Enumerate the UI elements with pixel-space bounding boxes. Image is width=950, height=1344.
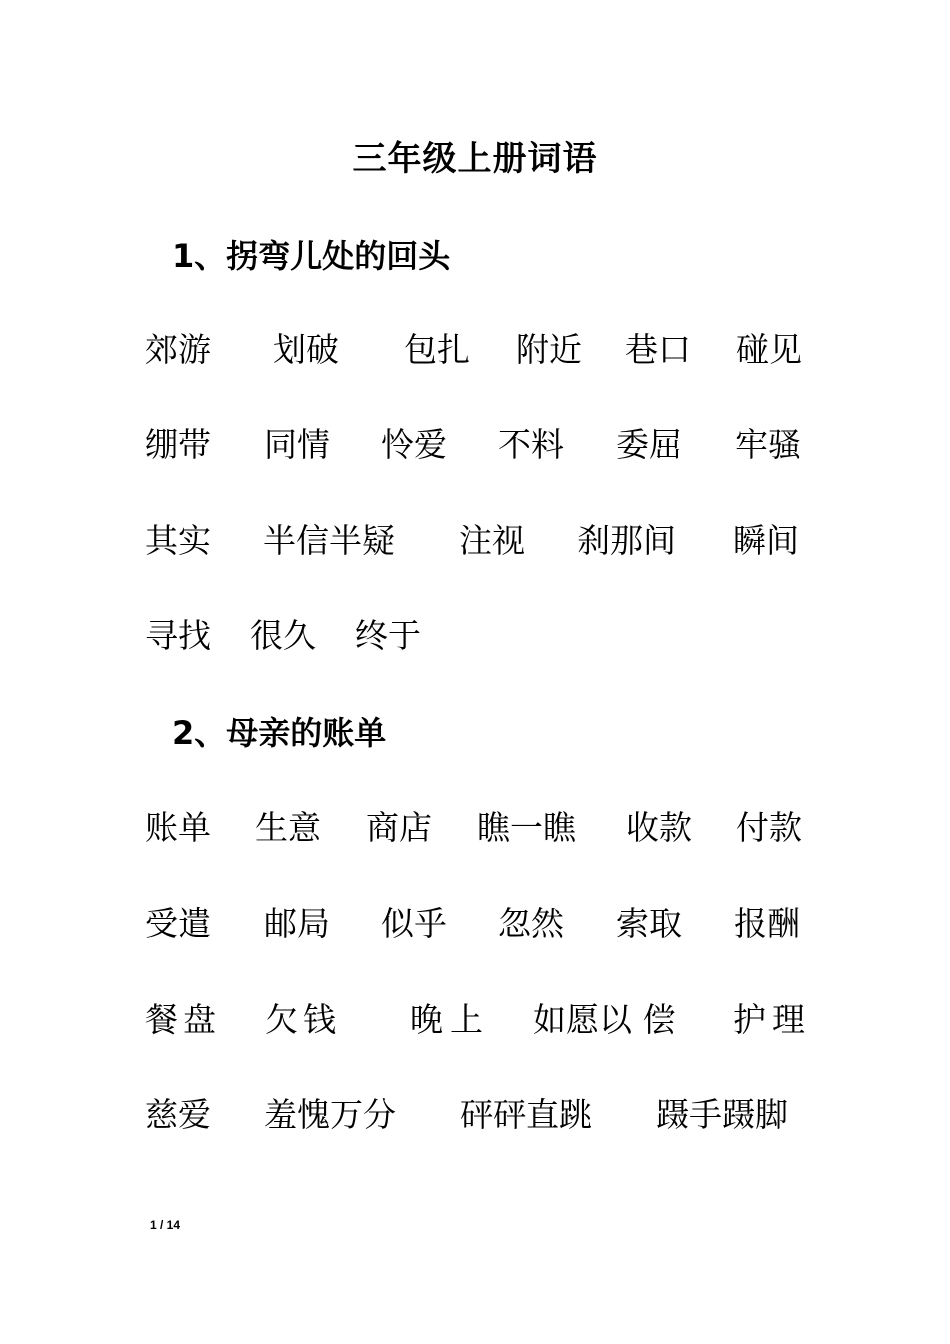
lesson-heading-1 [172,234,450,278]
vocab-word: 欠钱 [265,1000,341,1039]
vocab-word: 付款 [736,808,802,847]
vocab-word: 不料 [498,425,564,464]
vocab-word: 收款 [626,808,692,847]
vocab-word: 瞧一瞧 [477,808,576,847]
vocab-word: 怜爱 [381,425,447,464]
vocab-word: 划破 [273,330,339,369]
vocab-word: 绷带 [145,425,211,464]
vocab-word: 蹑手蹑脚 [656,1095,788,1134]
word-row [0,423,950,467]
vocab-word: 护理 [733,1000,811,1039]
vocab-word: 羞愧万分 [264,1095,396,1134]
word-row [0,902,950,946]
vocab-word: 同情 [264,425,330,464]
word-row [0,614,950,658]
lesson-title: 母亲的账单 [226,714,387,752]
vocab-word: 晚上 [410,1000,490,1039]
vocab-word: 很久 [250,616,316,655]
lesson-number: 2 [172,714,195,752]
lesson-separator: 、 [194,237,227,275]
vocab-word: 生意 [255,808,321,847]
lesson-number: 1 [172,237,195,275]
vocab-word: 邮局 [264,904,330,943]
word-row [0,1093,950,1137]
word-row [0,519,950,563]
vocab-word: 半信半疑 [263,521,395,560]
vocab-word: 报酬 [734,904,800,943]
vocab-word: 其实 [145,521,211,560]
vocab-word: 刹那间 [577,521,676,560]
vocab-word: 瞬间 [733,521,799,560]
document-title: 三年级上册词语 [352,139,598,179]
vocab-word: 注视 [459,521,525,560]
vocab-word: 牢骚 [735,425,801,464]
lesson-separator: 、 [194,714,227,752]
vocab-word: 砰砰直跳 [460,1095,592,1134]
word-row [0,806,950,850]
vocab-word: 终于 [355,616,421,655]
vocab-word: 慈爱 [145,1095,211,1134]
vocab-word: 附近 [516,330,582,369]
vocab-word: 包扎 [404,330,470,369]
lesson-title: 拐弯儿处的回头 [226,237,451,275]
vocab-word: 受遣 [145,904,211,943]
page-number: 1 / 14 [150,1218,181,1232]
vocab-word: 似乎 [381,904,447,943]
vocab-word: 如愿以 偿 [533,1000,676,1039]
vocab-word: 账单 [145,808,211,847]
vocab-word: 委屈 [616,425,682,464]
vocab-word: 碰见 [736,330,802,369]
word-row [0,998,950,1042]
vocab-word: 餐盘 [145,1000,221,1039]
vocab-word: 寻找 [145,616,211,655]
vocab-word: 忽然 [498,904,564,943]
lesson-heading-2 [172,711,386,755]
vocab-word: 商店 [366,808,432,847]
vocab-word: 郊游 [145,330,211,369]
vocab-word: 巷口 [625,330,691,369]
word-row [0,328,950,372]
vocab-word: 索取 [616,904,682,943]
